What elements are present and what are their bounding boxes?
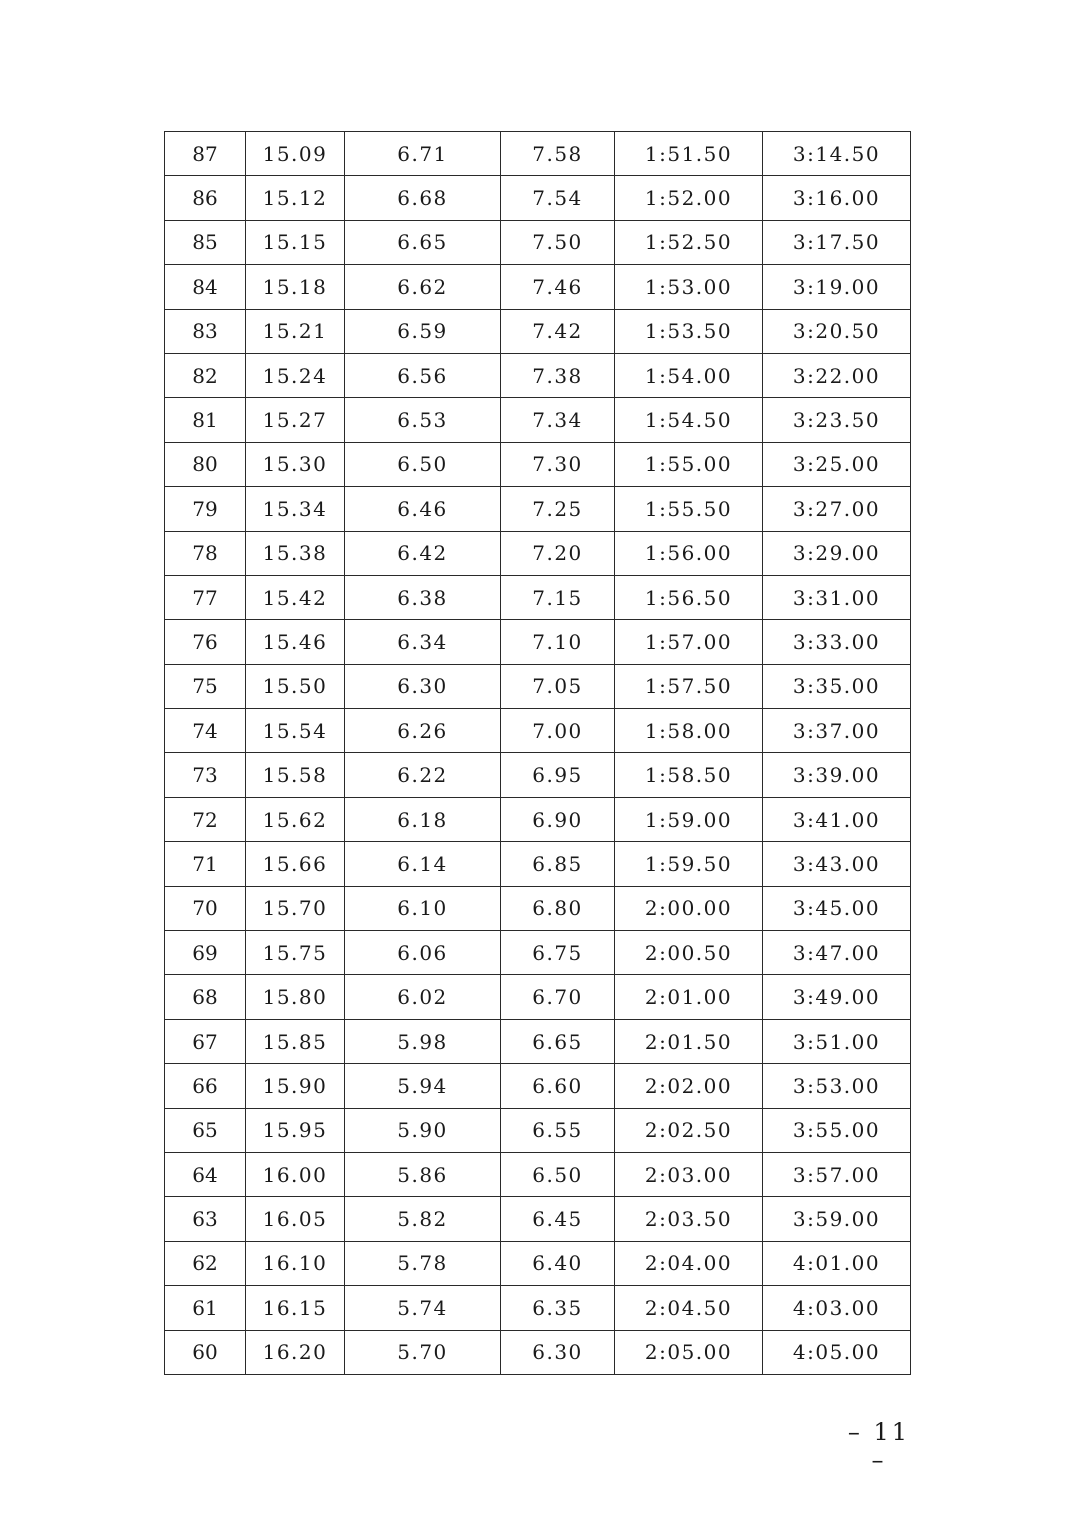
table-cell: 3:20.50 — [763, 309, 911, 353]
table-cell: 15.21 — [246, 309, 345, 353]
table-cell: 7.25 — [501, 487, 615, 531]
table-cell: 7.30 — [501, 442, 615, 486]
table-cell: 4:01.00 — [763, 1241, 911, 1285]
table-cell: 6.18 — [345, 797, 501, 841]
table-cell: 15.09 — [246, 132, 345, 176]
table-cell: 5.94 — [345, 1064, 501, 1108]
table-cell: 72 — [165, 797, 246, 841]
table-row — [165, 575, 911, 619]
table-row — [165, 753, 911, 797]
table-cell: 7.10 — [501, 620, 615, 664]
table-cell: 6.30 — [501, 1330, 615, 1374]
table-cell: 15.50 — [246, 664, 345, 708]
table-cell: 86 — [165, 176, 246, 220]
table-row — [165, 1108, 911, 1152]
table-cell: 3:41.00 — [763, 797, 911, 841]
table-cell: 15.90 — [246, 1064, 345, 1108]
table-cell: 62 — [165, 1241, 246, 1285]
table-row — [165, 220, 911, 264]
table-cell: 6.70 — [501, 975, 615, 1019]
table-cell: 6.45 — [501, 1197, 615, 1241]
table-cell: 70 — [165, 886, 246, 930]
table-cell: 84 — [165, 265, 246, 309]
table-row — [165, 664, 911, 708]
table-cell: 7.00 — [501, 709, 615, 753]
table-cell: 5.74 — [345, 1286, 501, 1330]
table-cell: 15.24 — [246, 353, 345, 397]
table-cell: 16.05 — [246, 1197, 345, 1241]
table-cell: 1:57.00 — [615, 620, 763, 664]
table-cell: 15.18 — [246, 265, 345, 309]
table-row — [165, 620, 911, 664]
table-cell: 4:03.00 — [763, 1286, 911, 1330]
table-cell: 2:04.50 — [615, 1286, 763, 1330]
table-row — [165, 1241, 911, 1285]
table-cell: 87 — [165, 132, 246, 176]
table-cell: 1:58.00 — [615, 709, 763, 753]
table-cell: 15.30 — [246, 442, 345, 486]
table-cell: 6.80 — [501, 886, 615, 930]
table-cell: 3:59.00 — [763, 1197, 911, 1241]
table-row — [165, 1286, 911, 1330]
table-row — [165, 931, 911, 975]
table-cell: 6.71 — [345, 132, 501, 176]
table-row — [165, 442, 911, 486]
table-cell: 7.34 — [501, 398, 615, 442]
table-cell: 63 — [165, 1197, 246, 1241]
table-cell: 7.05 — [501, 664, 615, 708]
table-cell: 1:53.50 — [615, 309, 763, 353]
table-cell: 7.50 — [501, 220, 615, 264]
table-cell: 6.06 — [345, 931, 501, 975]
table-cell: 7.38 — [501, 353, 615, 397]
table-cell: 16.20 — [246, 1330, 345, 1374]
table-cell: 6.40 — [501, 1241, 615, 1285]
table-row — [165, 1330, 911, 1374]
table-cell: 6.50 — [501, 1152, 615, 1196]
table-cell: 78 — [165, 531, 246, 575]
table-row — [165, 1019, 911, 1063]
table-cell: 68 — [165, 975, 246, 1019]
table-cell: 3:22.00 — [763, 353, 911, 397]
table-cell: 7.54 — [501, 176, 615, 220]
table-cell: 7.42 — [501, 309, 615, 353]
table-cell: 2:00.50 — [615, 931, 763, 975]
table-cell: 1:51.50 — [615, 132, 763, 176]
table-cell: 6.68 — [345, 176, 501, 220]
table-row — [165, 531, 911, 575]
table-cell: 67 — [165, 1019, 246, 1063]
table-cell: 2:01.50 — [615, 1019, 763, 1063]
table-cell: 5.78 — [345, 1241, 501, 1285]
table-cell: 3:23.50 — [763, 398, 911, 442]
table-cell: 85 — [165, 220, 246, 264]
score-table — [164, 131, 911, 1375]
table-cell: 3:14.50 — [763, 132, 911, 176]
table-cell: 80 — [165, 442, 246, 486]
table-cell: 6.50 — [345, 442, 501, 486]
table-cell: 79 — [165, 487, 246, 531]
table-row — [165, 398, 911, 442]
table-cell: 6.90 — [501, 797, 615, 841]
table-row — [165, 1152, 911, 1196]
table-cell: 3:39.00 — [763, 753, 911, 797]
table-cell: 77 — [165, 575, 246, 619]
table-cell: 3:49.00 — [763, 975, 911, 1019]
table-cell: 2:03.50 — [615, 1197, 763, 1241]
table-cell: 6.35 — [501, 1286, 615, 1330]
table-cell: 7.15 — [501, 575, 615, 619]
table-row — [165, 1064, 911, 1108]
table-cell: 15.62 — [246, 797, 345, 841]
table-row — [165, 975, 911, 1019]
table-cell: 6.65 — [501, 1019, 615, 1063]
table-cell: 6.95 — [501, 753, 615, 797]
table-cell: 5.90 — [345, 1108, 501, 1152]
table-cell: 1:56.00 — [615, 531, 763, 575]
table-cell: 3:35.00 — [763, 664, 911, 708]
page-number: – 11 – — [847, 1418, 911, 1474]
table-cell: 76 — [165, 620, 246, 664]
table-row — [165, 1197, 911, 1241]
table-cell: 60 — [165, 1330, 246, 1374]
table-cell: 3:51.00 — [763, 1019, 911, 1063]
table-cell: 15.70 — [246, 886, 345, 930]
table-cell: 3:47.00 — [763, 931, 911, 975]
table-cell: 1:54.50 — [615, 398, 763, 442]
table-row — [165, 886, 911, 930]
table-cell: 15.42 — [246, 575, 345, 619]
table-cell: 1:55.50 — [615, 487, 763, 531]
table-cell: 71 — [165, 842, 246, 886]
table-cell: 6.75 — [501, 931, 615, 975]
table-cell: 3:57.00 — [763, 1152, 911, 1196]
table-cell: 6.34 — [345, 620, 501, 664]
table-cell: 15.34 — [246, 487, 345, 531]
table-cell: 82 — [165, 353, 246, 397]
table-cell: 1:57.50 — [615, 664, 763, 708]
table-cell: 15.38 — [246, 531, 345, 575]
table-cell: 6.02 — [345, 975, 501, 1019]
table-cell: 2:02.00 — [615, 1064, 763, 1108]
table-cell: 5.82 — [345, 1197, 501, 1241]
table-cell: 4:05.00 — [763, 1330, 911, 1374]
table-cell: 15.75 — [246, 931, 345, 975]
table-cell: 3:37.00 — [763, 709, 911, 753]
score-table-body — [165, 132, 911, 1375]
table-cell: 6.59 — [345, 309, 501, 353]
table-cell: 3:43.00 — [763, 842, 911, 886]
table-cell: 5.70 — [345, 1330, 501, 1374]
table-cell: 81 — [165, 398, 246, 442]
table-row — [165, 842, 911, 886]
table-cell: 83 — [165, 309, 246, 353]
table-cell: 6.38 — [345, 575, 501, 619]
table-cell: 3:27.00 — [763, 487, 911, 531]
table-cell: 69 — [165, 931, 246, 975]
table-cell: 1:59.00 — [615, 797, 763, 841]
table-cell: 3:53.00 — [763, 1064, 911, 1108]
table-cell: 2:04.00 — [615, 1241, 763, 1285]
table-cell: 6.85 — [501, 842, 615, 886]
table-cell: 3:16.00 — [763, 176, 911, 220]
table-cell: 6.46 — [345, 487, 501, 531]
table-cell: 16.00 — [246, 1152, 345, 1196]
table-cell: 3:55.00 — [763, 1108, 911, 1152]
table-cell: 3:31.00 — [763, 575, 911, 619]
table-cell: 1:58.50 — [615, 753, 763, 797]
table-cell: 15.66 — [246, 842, 345, 886]
table-cell: 15.80 — [246, 975, 345, 1019]
table-cell: 5.98 — [345, 1019, 501, 1063]
table-row — [165, 353, 911, 397]
table-cell: 6.65 — [345, 220, 501, 264]
table-cell: 3:33.00 — [763, 620, 911, 664]
table-cell: 15.27 — [246, 398, 345, 442]
table-cell: 1:55.00 — [615, 442, 763, 486]
table-cell: 6.55 — [501, 1108, 615, 1152]
table-cell: 2:01.00 — [615, 975, 763, 1019]
table-cell: 3:25.00 — [763, 442, 911, 486]
table-cell: 15.85 — [246, 1019, 345, 1063]
table-cell: 3:45.00 — [763, 886, 911, 930]
table-cell: 7.46 — [501, 265, 615, 309]
table-cell: 15.58 — [246, 753, 345, 797]
table-row — [165, 176, 911, 220]
table-cell: 1:53.00 — [615, 265, 763, 309]
table-cell: 3:19.00 — [763, 265, 911, 309]
table-cell: 2:03.00 — [615, 1152, 763, 1196]
table-cell: 1:52.50 — [615, 220, 763, 264]
table-cell: 5.86 — [345, 1152, 501, 1196]
table-row — [165, 797, 911, 841]
table-cell: 7.58 — [501, 132, 615, 176]
table-cell: 6.26 — [345, 709, 501, 753]
table-cell: 6.56 — [345, 353, 501, 397]
table-cell: 6.22 — [345, 753, 501, 797]
table-cell: 64 — [165, 1152, 246, 1196]
table-cell: 6.10 — [345, 886, 501, 930]
table-cell: 2:00.00 — [615, 886, 763, 930]
table-cell: 1:54.00 — [615, 353, 763, 397]
table-cell: 6.62 — [345, 265, 501, 309]
table-cell: 1:52.00 — [615, 176, 763, 220]
table-cell: 66 — [165, 1064, 246, 1108]
table-cell: 74 — [165, 709, 246, 753]
table-cell: 15.95 — [246, 1108, 345, 1152]
table-cell: 6.30 — [345, 664, 501, 708]
table-cell: 16.10 — [246, 1241, 345, 1285]
table-cell: 16.15 — [246, 1286, 345, 1330]
table-cell: 3:17.50 — [763, 220, 911, 264]
table-cell: 7.20 — [501, 531, 615, 575]
table-row — [165, 265, 911, 309]
table-cell: 15.54 — [246, 709, 345, 753]
table-cell: 2:05.00 — [615, 1330, 763, 1374]
table-cell: 6.60 — [501, 1064, 615, 1108]
table-cell: 2:02.50 — [615, 1108, 763, 1152]
table-cell: 1:59.50 — [615, 842, 763, 886]
table-row — [165, 309, 911, 353]
table-cell: 6.42 — [345, 531, 501, 575]
table-cell: 15.12 — [246, 176, 345, 220]
table-cell: 1:56.50 — [615, 575, 763, 619]
table-row — [165, 132, 911, 176]
table-cell: 6.53 — [345, 398, 501, 442]
table-cell: 73 — [165, 753, 246, 797]
table-cell: 15.15 — [246, 220, 345, 264]
table-cell: 65 — [165, 1108, 246, 1152]
table-cell: 3:29.00 — [763, 531, 911, 575]
table-cell: 75 — [165, 664, 246, 708]
table-row — [165, 487, 911, 531]
table-cell: 61 — [165, 1286, 246, 1330]
table-cell: 6.14 — [345, 842, 501, 886]
table-row — [165, 709, 911, 753]
table-cell: 15.46 — [246, 620, 345, 664]
